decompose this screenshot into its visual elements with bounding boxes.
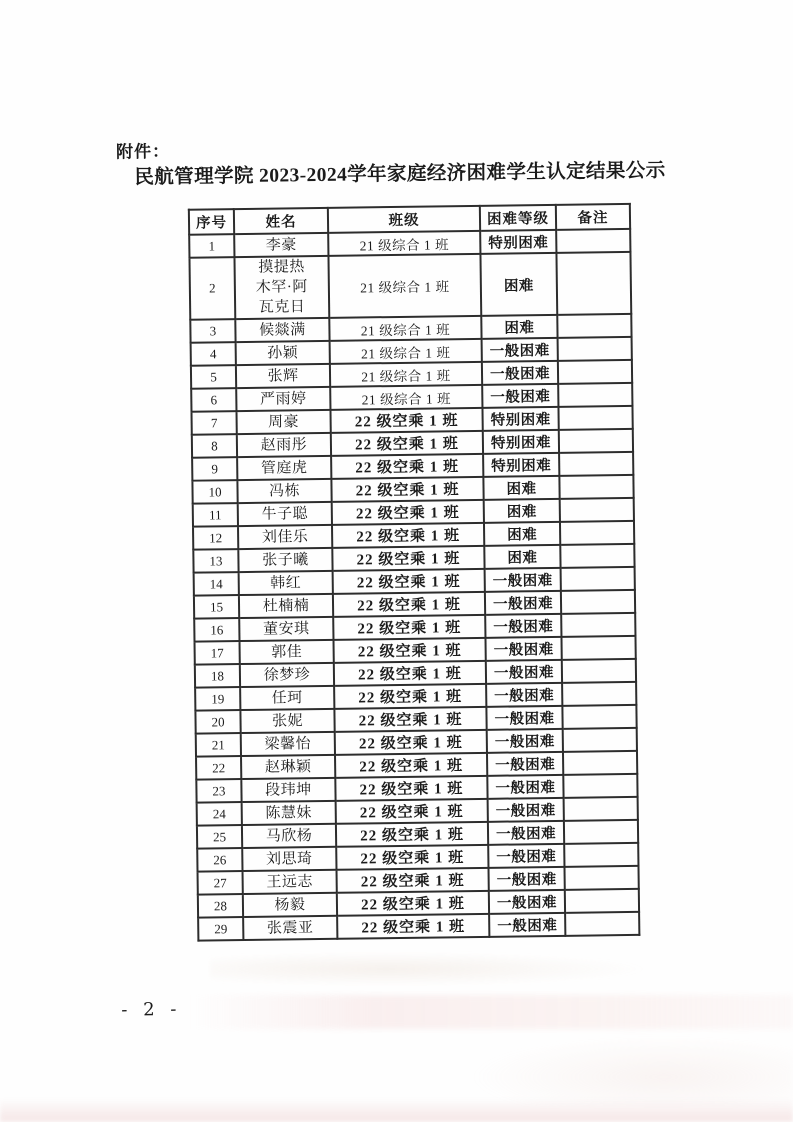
cell-serial-number: 19 <box>195 687 240 711</box>
cell-class-name: 22 级空乘 1 班 <box>331 454 483 479</box>
cell-remark <box>559 429 633 453</box>
cell-remark <box>560 521 634 545</box>
column-header-no: 序号 <box>189 209 234 235</box>
cell-serial-number: 2 <box>189 257 235 320</box>
cell-difficulty-level: 困难 <box>484 499 560 523</box>
cell-difficulty-level: 一般困难 <box>482 384 558 408</box>
cell-student-name: 赵雨彤 <box>237 433 331 457</box>
cell-class-name: 21 级综合 1 班 <box>328 231 480 256</box>
table-body <box>189 229 639 941</box>
table-row <box>189 252 631 320</box>
cell-class-name: 22 级空乘 1 班 <box>330 408 482 433</box>
cell-student-name: 张震亚 <box>243 916 337 940</box>
cell-student-name: 任珂 <box>240 686 334 710</box>
cell-class-name: 22 级空乘 1 班 <box>336 845 488 870</box>
cell-student-name: 李豪 <box>234 233 328 257</box>
cell-serial-number: 17 <box>195 641 240 665</box>
cell-difficulty-level: 困难 <box>484 522 560 546</box>
cell-difficulty-level: 一般困难 <box>489 913 565 937</box>
cell-serial-number: 26 <box>197 848 242 872</box>
cell-serial-number: 27 <box>198 871 243 895</box>
cell-serial-number: 21 <box>196 733 241 757</box>
cell-difficulty-level: 一般困难 <box>485 568 561 592</box>
cell-remark <box>558 337 632 361</box>
cell-student-name: 冯栋 <box>237 479 331 503</box>
cell-serial-number: 11 <box>193 503 238 527</box>
cell-remark <box>561 613 635 637</box>
cell-difficulty-level: 一般困难 <box>488 798 564 822</box>
cell-remark <box>558 406 632 430</box>
cell-difficulty-level: 一般困难 <box>486 660 562 684</box>
cell-class-name: 21 级综合 1 班 <box>330 339 482 364</box>
cell-student-name: 郭佳 <box>240 640 334 664</box>
cell-student-name: 严雨婷 <box>236 387 330 411</box>
cell-remark <box>560 544 634 568</box>
cell-difficulty-level: 困难 <box>484 545 560 569</box>
cell-remark <box>558 360 632 384</box>
cell-class-name: 21 级综合 1 班 <box>330 385 482 410</box>
cell-remark <box>559 475 633 499</box>
cell-serial-number: 16 <box>194 618 239 642</box>
cell-serial-number: 7 <box>191 411 236 435</box>
cell-serial-number: 23 <box>196 779 241 803</box>
column-header-name: 姓名 <box>234 208 328 234</box>
page-title: 民航管理学院 2023-2024学年家庭经济困难学生认定结果公示 <box>134 160 666 189</box>
cell-difficulty-level: 一般困难 <box>486 706 562 730</box>
cell-student-name: 徐梦珍 <box>240 663 334 687</box>
cell-serial-number: 22 <box>196 756 241 780</box>
cell-difficulty-level: 一般困难 <box>487 775 563 799</box>
cell-student-name: 陈慧妹 <box>242 801 336 825</box>
cell-difficulty-level: 一般困难 <box>486 683 562 707</box>
cell-serial-number: 9 <box>192 457 237 481</box>
cell-difficulty-level: 一般困难 <box>488 821 564 845</box>
cell-difficulty-level: 一般困难 <box>488 844 564 868</box>
cell-difficulty-level: 一般困难 <box>489 890 565 914</box>
cell-class-name: 22 级空乘 1 班 <box>334 661 486 686</box>
cell-remark <box>564 820 638 844</box>
cell-student-name: 张辉 <box>236 364 330 388</box>
cell-difficulty-level: 一般困难 <box>482 338 558 362</box>
cell-student-name: 韩红 <box>239 571 333 595</box>
cell-class-name: 22 级空乘 1 班 <box>331 431 483 456</box>
cell-difficulty-level: 一般困难 <box>487 752 563 776</box>
cell-difficulty-level: 一般困难 <box>488 867 564 891</box>
cell-serial-number: 25 <box>197 825 242 849</box>
cell-difficulty-level: 特别困难 <box>482 407 558 431</box>
cell-serial-number: 3 <box>190 319 235 343</box>
cell-remark <box>557 314 631 338</box>
cell-class-name: 22 级空乘 1 班 <box>334 707 486 732</box>
cell-serial-number: 1 <box>189 234 234 258</box>
cell-remark <box>556 229 630 253</box>
cell-remark <box>561 567 635 591</box>
cell-class-name: 22 级空乘 1 班 <box>335 730 487 755</box>
cell-difficulty-level: 一般困难 <box>485 637 561 661</box>
cell-student-name: 周豪 <box>236 410 330 434</box>
cell-class-name: 22 级空乘 1 班 <box>334 684 486 709</box>
cell-serial-number: 10 <box>192 480 237 504</box>
cell-class-name: 22 级空乘 1 班 <box>336 822 488 847</box>
cell-student-name: 张妮 <box>240 709 334 733</box>
cell-class-name: 21 级综合 1 班 <box>328 254 481 318</box>
cell-difficulty-level: 困难 <box>483 476 559 500</box>
cell-remark <box>563 774 637 798</box>
cell-class-name: 22 级空乘 1 班 <box>333 592 485 617</box>
cell-student-name: 王远志 <box>243 870 337 894</box>
table-row <box>198 912 639 941</box>
cell-serial-number: 15 <box>194 595 239 619</box>
cell-student-name: 董安琪 <box>239 617 333 641</box>
cell-serial-number: 5 <box>191 365 236 389</box>
cell-remark <box>564 797 638 821</box>
cell-class-name: 22 级空乘 1 班 <box>337 868 489 893</box>
cell-class-name: 22 级空乘 1 班 <box>337 914 489 939</box>
cell-remark <box>561 590 635 614</box>
cell-difficulty-level: 特别困难 <box>483 453 559 477</box>
cell-serial-number: 18 <box>195 664 240 688</box>
cell-student-name: 马欣杨 <box>242 824 336 848</box>
cell-remark <box>565 889 639 913</box>
cell-difficulty-level: 特别困难 <box>480 230 556 254</box>
cell-remark <box>562 659 636 683</box>
cell-difficulty-level: 特别困难 <box>483 430 559 454</box>
cell-difficulty-level: 困难 <box>480 253 557 316</box>
cell-class-name: 22 级空乘 1 班 <box>335 776 487 801</box>
cell-serial-number: 13 <box>193 549 238 573</box>
cell-student-name: 牛子聪 <box>238 502 332 526</box>
cell-difficulty-level: 困难 <box>481 315 557 339</box>
cell-class-name: 22 级空乘 1 班 <box>336 799 488 824</box>
column-header-class: 班级 <box>328 206 480 233</box>
cell-class-name: 22 级空乘 1 班 <box>332 500 484 525</box>
cell-remark <box>558 383 632 407</box>
cell-serial-number: 8 <box>192 434 237 458</box>
cell-remark <box>560 498 634 522</box>
cell-serial-number: 6 <box>191 388 236 412</box>
cell-difficulty-level: 一般困难 <box>482 361 558 385</box>
column-header-level: 困难等级 <box>480 205 556 231</box>
cell-serial-number: 20 <box>195 710 240 734</box>
cell-class-name: 22 级空乘 1 班 <box>332 523 484 548</box>
cell-remark <box>563 751 637 775</box>
cell-student-name: 孙颖 <box>236 341 330 365</box>
column-header-note: 备注 <box>556 204 630 230</box>
cell-serial-number: 28 <box>198 894 243 918</box>
cell-student-name: 赵琳颖 <box>241 755 335 779</box>
cell-class-name: 21 级综合 1 班 <box>329 316 481 341</box>
cell-student-name: 梁馨怡 <box>241 732 335 756</box>
cell-serial-number: 4 <box>191 342 236 366</box>
cell-student-name: 张子曦 <box>238 548 332 572</box>
cell-class-name: 22 级空乘 1 班 <box>332 546 484 571</box>
page-number: - 2 - <box>121 998 182 1021</box>
cell-remark <box>561 636 635 660</box>
cell-class-name: 22 级空乘 1 班 <box>337 891 489 916</box>
cell-serial-number: 12 <box>193 526 238 550</box>
cell-remark <box>562 682 636 706</box>
cell-class-name: 21 级综合 1 班 <box>330 362 482 387</box>
cell-student-name: 刘佳乐 <box>238 525 332 549</box>
cell-student-name: 刘思琦 <box>242 847 336 871</box>
cell-class-name: 22 级空乘 1 班 <box>331 477 483 502</box>
cell-student-name: 段玮坤 <box>241 778 335 802</box>
cell-remark <box>565 912 639 936</box>
cell-class-name: 22 级空乘 1 班 <box>333 638 485 663</box>
cell-class-name: 22 级空乘 1 班 <box>333 615 485 640</box>
cell-student-name: 杨毅 <box>243 893 337 917</box>
cell-class-name: 22 级空乘 1 班 <box>333 569 485 594</box>
cell-remark <box>563 728 637 752</box>
student-aid-table <box>188 203 641 942</box>
cell-serial-number: 24 <box>197 802 242 826</box>
cell-remark <box>564 866 638 890</box>
cell-remark <box>559 452 633 476</box>
cell-remark <box>556 252 631 315</box>
cell-class-name: 22 级空乘 1 班 <box>335 753 487 778</box>
cell-remark <box>562 705 636 729</box>
cell-difficulty-level: 一般困难 <box>485 614 561 638</box>
cell-student-name: 摸提热 木罕·阿 瓦克日 <box>234 256 329 319</box>
cell-remark <box>564 843 638 867</box>
attachment-label: 附件： <box>115 141 171 162</box>
cell-serial-number: 14 <box>194 572 239 596</box>
cell-serial-number: 29 <box>198 917 243 941</box>
cell-difficulty-level: 一般困难 <box>485 591 561 615</box>
cell-difficulty-level: 一般困难 <box>487 729 563 753</box>
cell-student-name: 杜楠楠 <box>239 594 333 618</box>
cell-student-name: 管庭虎 <box>237 456 331 480</box>
cell-student-name: 候燚满 <box>235 318 329 342</box>
